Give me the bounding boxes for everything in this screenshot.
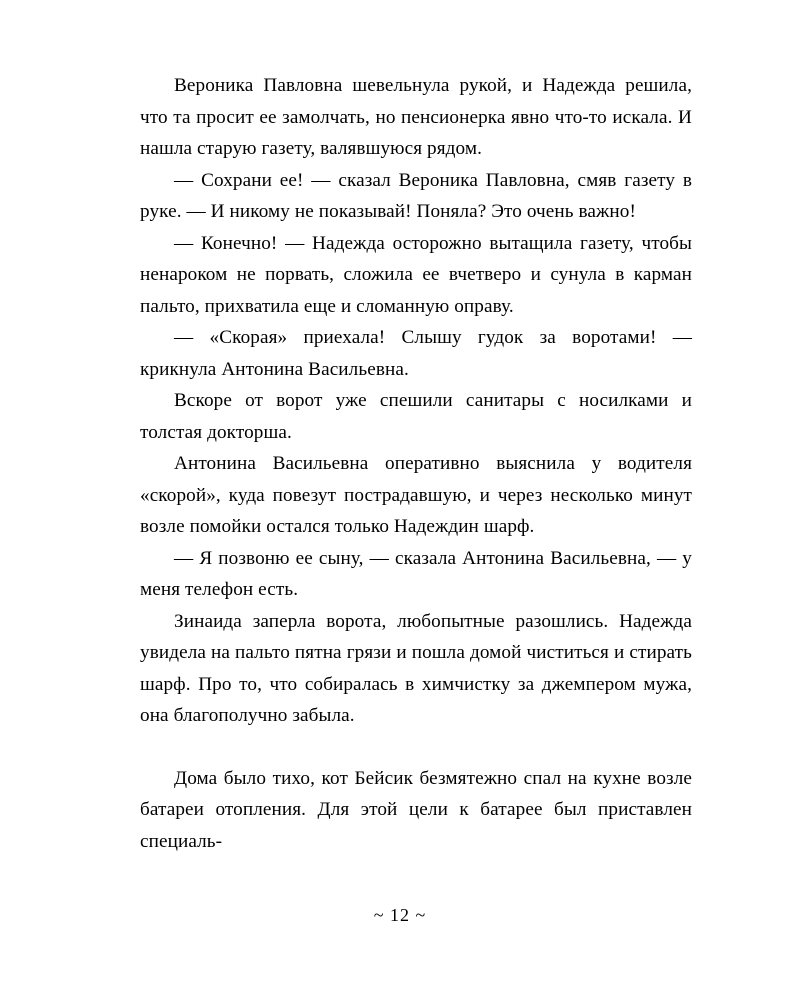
paragraph: Дома было тихо, кот Бейсик безмятежно спал на кухне возле батареи отопления. Для этой цели к батарее был приставлен специаль- <box>140 767 692 852</box>
paragraph: — Конечно! — Надежда осторожно вытащила газету, чтобы ненароком не порвать, сложила ее вчетверо и сунула в карман пальто, прихватила еще и сломанную оправу. <box>140 232 692 317</box>
paragraph: Антонина Васильевна оперативно выяснила у водителя «скорой», куда повезут пострадавшую, и через несколько минут возле помойки остался только Надеждин шарф. <box>140 453 692 537</box>
paragraph: Вскоре от ворот уже спешили санитары с носилками и толстая докторша. <box>140 390 692 443</box>
paragraph: — «Скорая» приехала! Слышу гудок за воротами! — крикнула Антонина Васильевна. <box>140 327 692 380</box>
paragraph: — Сохрани ее! — сказал Вероника Павловна, смяв газету в руке. — И никому не показывай! Поняла? Это очень важно! <box>140 169 692 222</box>
paragraph: Зинаида заперла ворота, любопытные разошлись. Надежда увидела на пальто пятна грязи и пошла домой чиститься и стирать шарф. Про то, что собиралась в химчистку за джемпером мужа, она благополучно забыла. <box>140 610 692 726</box>
page-body <box>140 70 692 857</box>
paragraph: Вероника Павловна шевельнула рукой, и Надежда решила, что та просит ее замолчать, но пенсионерка явно что‑то искала. И нашла старую газету, валявшуюся рядом. <box>140 75 692 159</box>
page-number: ~ 12 ~ <box>373 905 427 925</box>
paragraph: — Я позвоню ее сыну, — сказала Антонина Васильевна, — у меня телефон есть. <box>140 547 692 600</box>
